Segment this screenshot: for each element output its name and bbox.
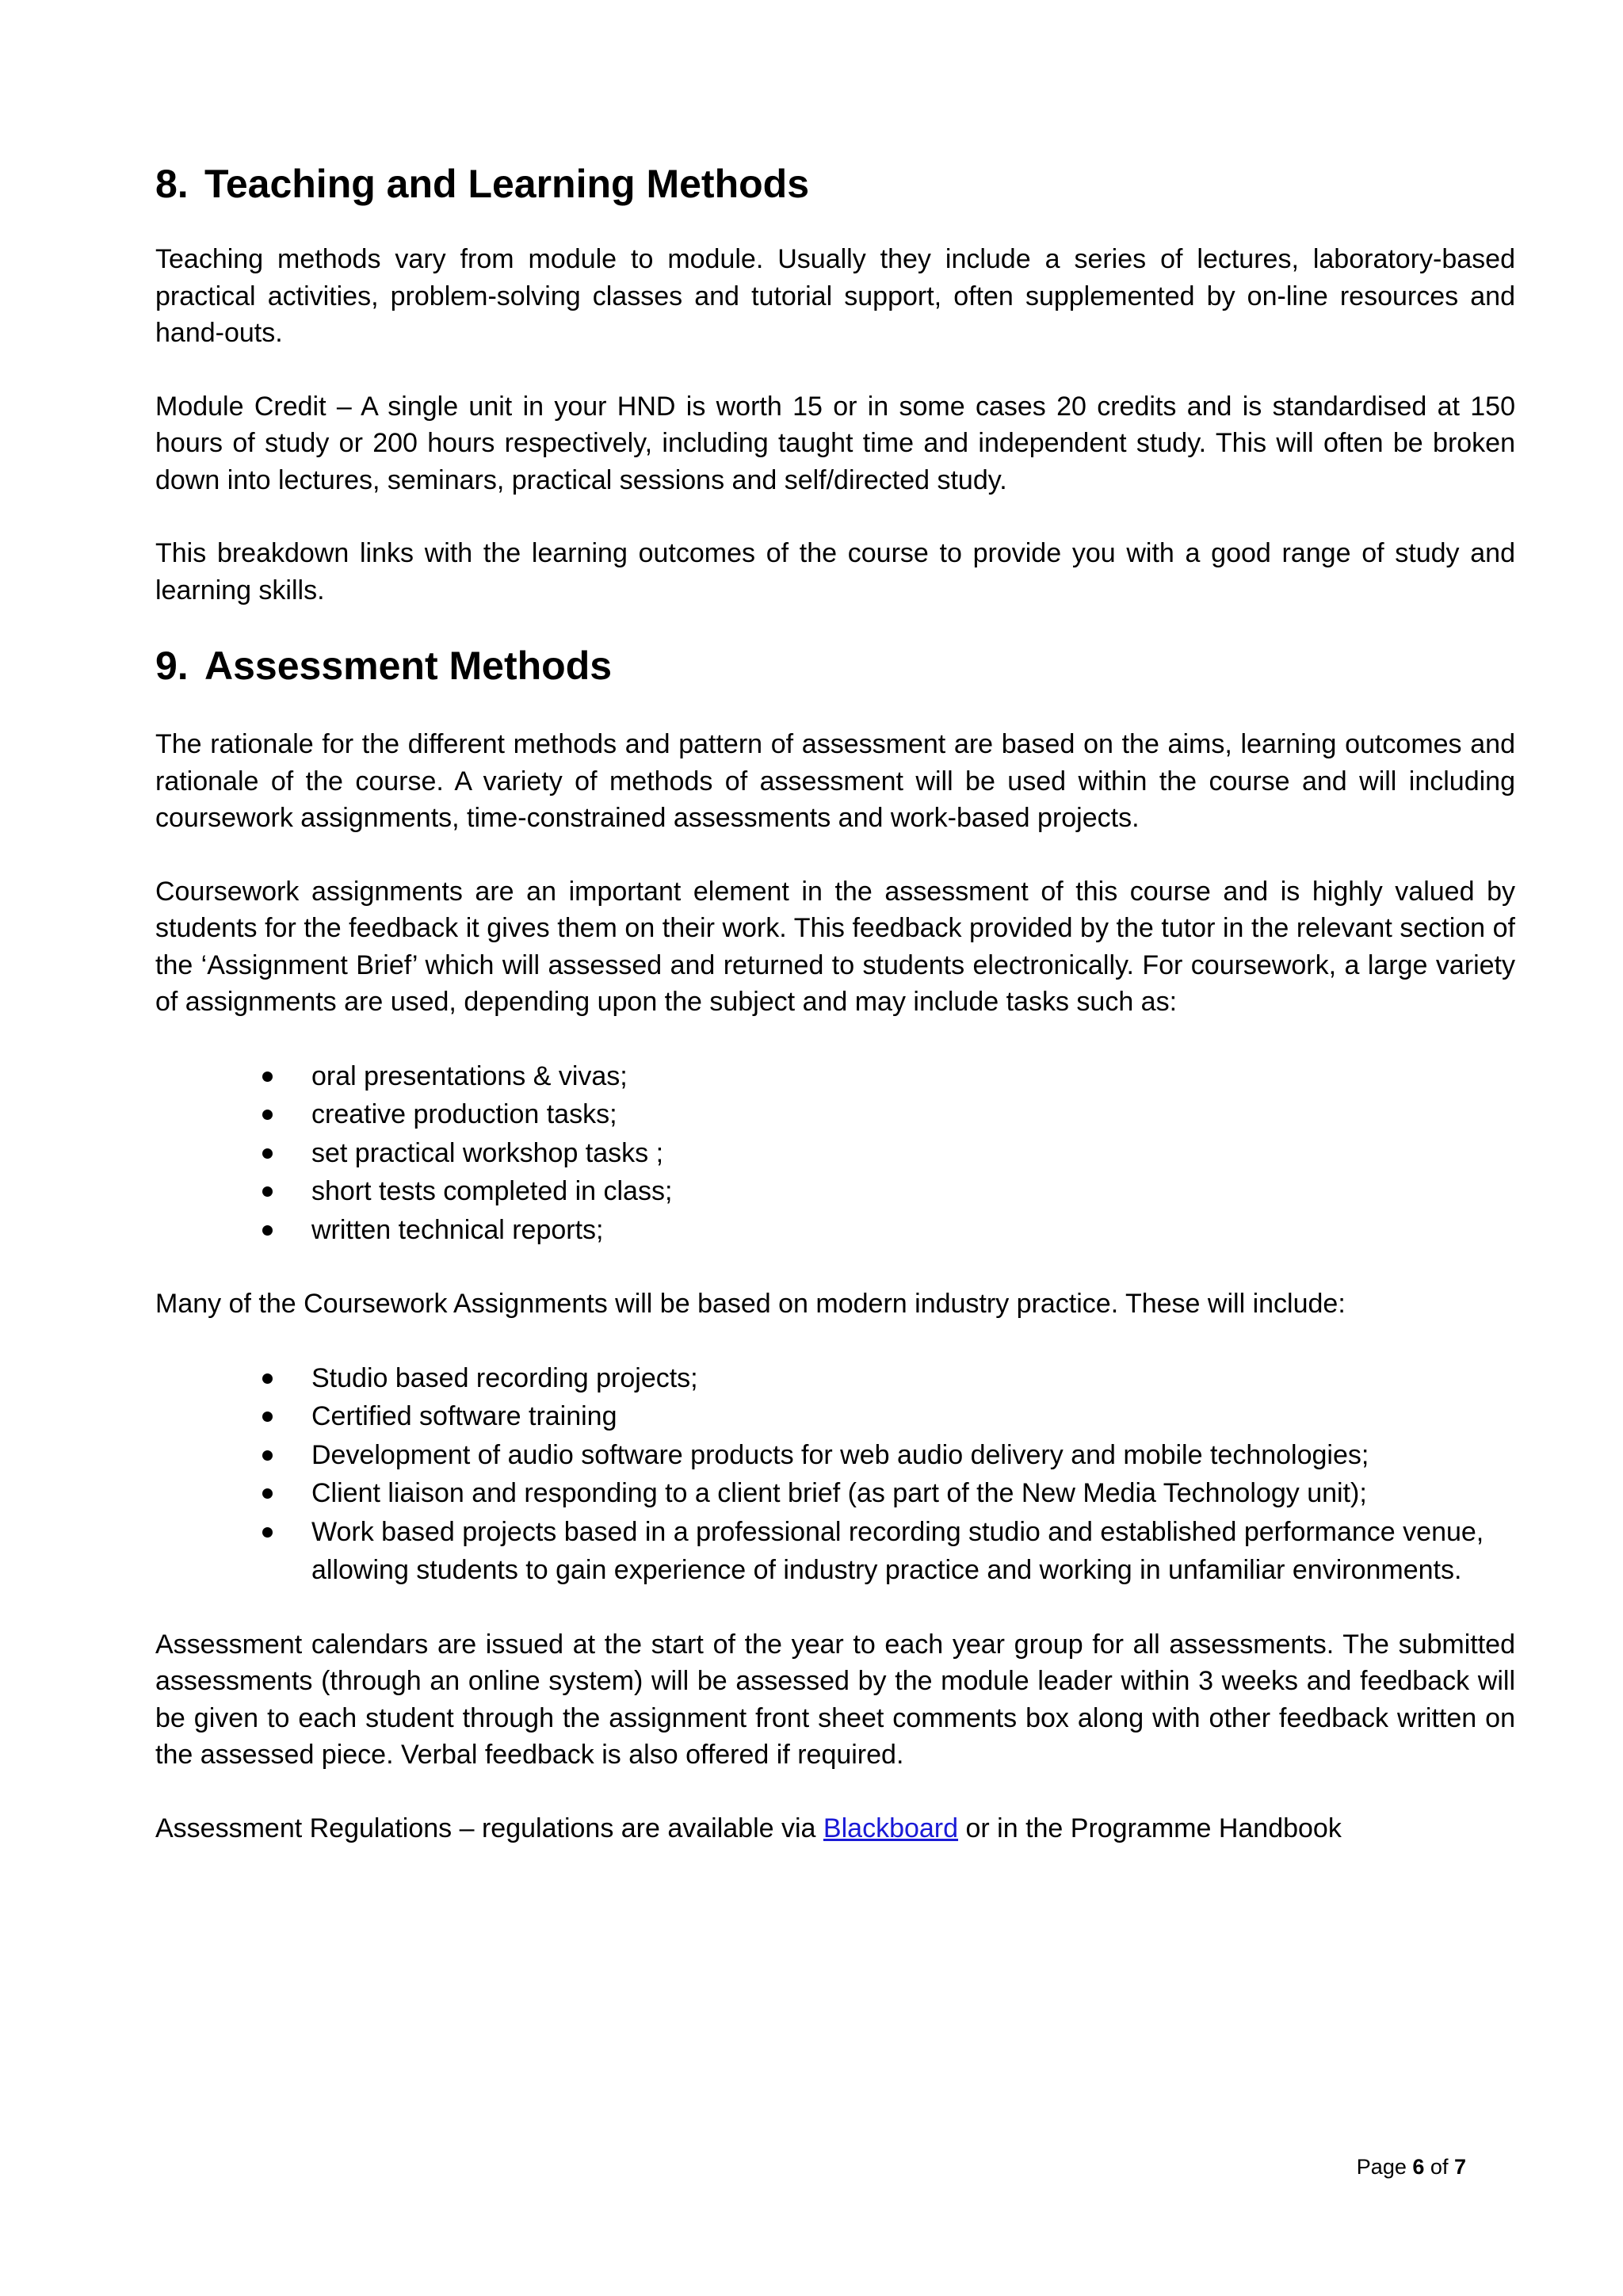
- section-heading-teaching: [155, 159, 1515, 209]
- paragraph-module-credit: Module Credit – A single unit in your HND is worth 15 or in some cases 20 credits and is standardised at 150 hours of study or 200 hours respectively, including taught time and independent study. This will often be broken down into lectures, seminars, practical sessions and self/directed study.: [155, 391, 1515, 495]
- list-item: short tests completed in class;: [155, 1172, 1515, 1211]
- bullet-icon: [262, 1488, 273, 1499]
- paragraph-industry-intro: Many of the Coursework Assignments will be based on modern industry practice. These will include:: [155, 1289, 1346, 1319]
- paragraph-breakdown: This breakdown links with the learning outcomes of the course to provide you with a good range of study and learning skills.: [155, 538, 1515, 606]
- list-item: Studio based recording projects;: [155, 1359, 1515, 1398]
- paragraph-assessment-calendars: Assessment calendars are issued at the start of the year to each year group for all assessments. The submitted assessments (through an online system) will be assessed by the module leader within 3 weeks and feedback will be given to each student through the assignment front sheet comments box along with other feedback written on the assessed piece. Verbal feedback is also offered if required.: [155, 1629, 1515, 1770]
- paragraph-assessment-regulations: Assessment Regulations – regulations are available via Blackboard or in the Programme Handbook: [155, 1813, 1342, 1843]
- section-number: 9.: [155, 644, 189, 688]
- section-title: Assessment Methods: [204, 644, 613, 688]
- bullet-icon: [262, 1148, 273, 1159]
- bullet-icon: [262, 1225, 273, 1236]
- bullet-icon: [262, 1072, 273, 1082]
- list-item: Work based projects based in a professional recording studio and established performance venue, allowing students to gain experience of industry practice and working in unfamiliar environments.: [155, 1513, 1515, 1590]
- section-heading-assessment: [155, 640, 1515, 691]
- list-item: Client liaison and responding to a client brief (as part of the New Media Technology unit);: [155, 1474, 1515, 1513]
- industry-list: [155, 1359, 1515, 1590]
- bullet-icon: [262, 1110, 273, 1120]
- section-number: 8.: [155, 162, 189, 206]
- bullet-icon: [262, 1527, 273, 1538]
- bullet-icon: [262, 1373, 273, 1384]
- list-item: written technical reports;: [155, 1211, 1515, 1250]
- section-title: Teaching and Learning Methods: [204, 162, 810, 206]
- list-item: creative production tasks;: [155, 1095, 1515, 1134]
- list-item: set practical workshop tasks ;: [155, 1134, 1515, 1173]
- total-pages: 7: [1453, 2155, 1466, 2179]
- document-page: [155, 159, 1515, 1883]
- bullet-icon: [262, 1412, 273, 1422]
- paragraph-teaching-methods: Teaching methods vary from module to module. Usually they include a series of lectures, laboratory-based practical activities, problem-solving classes and tutorial support, often supplemented by on-line resources and hand-outs.: [155, 244, 1515, 348]
- page-word: Page: [1356, 2155, 1407, 2179]
- list-item: oral presentations & vivas;: [155, 1057, 1515, 1096]
- list-item: Certified software training: [155, 1397, 1515, 1436]
- paragraph-coursework-assignments: Coursework assignments are an important element in the assessment of this course and is highly valued by students for the feedback it gives them on their work. This feedback provided by the tutor in the relevant section of the ‘Assignment Brief’ which will assessed and returned to students electronically. For coursework, a large variety of assignments are used, depending upon the subject and may include tasks such as:: [155, 876, 1515, 1017]
- list-item: Development of audio software products for web audio delivery and mobile technologies;: [155, 1436, 1515, 1475]
- paragraph-assessment-rationale: The rationale for the different methods and pattern of assessment are based on the aims, learning outcomes and rationale of the course. A variety of methods of assessment will be used within the course and will including coursework assignments, time-constrained assessments and work-based projects.: [155, 729, 1515, 833]
- bullet-icon: [262, 1186, 273, 1197]
- bullet-icon: [262, 1450, 273, 1461]
- page-footer: [1357, 2153, 1466, 2180]
- task-list: [155, 1057, 1515, 1250]
- of-word: of: [1430, 2155, 1449, 2179]
- blackboard-link[interactable]: Blackboard: [823, 1813, 959, 1843]
- page-number: 6: [1412, 2155, 1425, 2179]
